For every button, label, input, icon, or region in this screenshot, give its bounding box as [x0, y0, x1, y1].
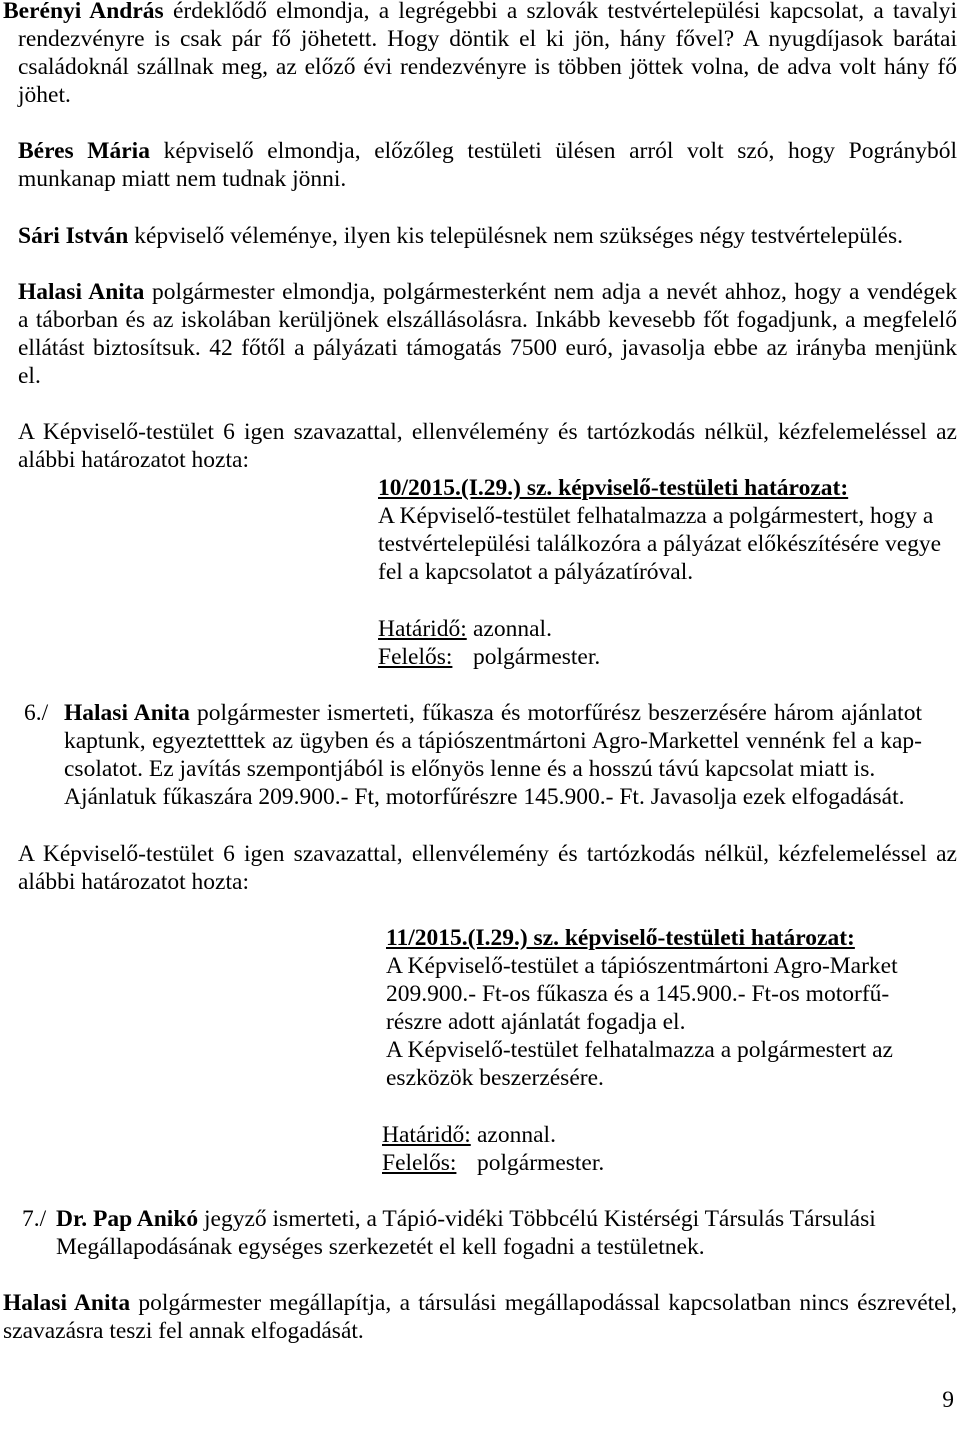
- paragraph-line: A Képviselő-testület 6 igen szavazattal, ellenvélemény és tartózkodás nélkül, kézfelemeléssel az: [18, 841, 957, 867]
- line-text: jegyző ismerteti, a Tápió-vidéki Többcélú Kistérségi Társulás Társulási: [204, 1206, 876, 1232]
- resolution-heading: [386, 924, 946, 952]
- deadline-row: [378, 615, 778, 643]
- item-number: 7./: [22, 1206, 47, 1232]
- line-text: polgármester elmondja, polgármesterként nem adja a nevét ahhoz, hogy a vendégek: [151, 279, 957, 305]
- paragraph-line: [3, 0, 957, 25]
- speaker-name: Halasi Anita: [3, 1290, 131, 1316]
- resolution-11-meta: [382, 1121, 782, 1177]
- paragraph-line: kaptunk, egyeztetttek az ügyben és a tápiószentmártoni Agro-Markettel vennénk fel a kap-: [64, 728, 922, 755]
- speaker-name: Dr. Pap Anikó: [56, 1206, 199, 1232]
- resolution-text-line: A Képviselő-testület felhatalmazza a polgármestert, hogy a: [378, 503, 934, 530]
- resolution-text-line: eszközök beszerzésére.: [386, 1065, 604, 1092]
- paragraph-line: [56, 1205, 922, 1233]
- resolution-text-line: A Képviselő-testület felhatalmazza a polgármestert az: [386, 1037, 893, 1064]
- speaker-name: Halasi Anita: [64, 700, 190, 726]
- paragraph-line: Megállapodásának egységes szerkezetét el kell fogadni a testületnek.: [56, 1234, 705, 1261]
- paragraph-line: a táborban és az iskolában kerüljönek elszállásolásra. Inkább kevesebb főt fogadjunk, a megfelelő: [18, 307, 957, 334]
- paragraph-line: [18, 278, 957, 306]
- resolution-heading-text: 10/2015.(I.29.) sz. képviselő-testületi határozat:: [378, 475, 849, 501]
- paragraph-line: A Képviselő-testület 6 igen szavazattal, ellenvélemény és tartózkodás nélkül, kézfelemeléssel az: [18, 419, 957, 445]
- paragraph-berenyi: [3, 0, 957, 109]
- deadline-value: azonnal.: [477, 1122, 556, 1148]
- paragraph-line: [18, 222, 957, 250]
- paragraph-line: [64, 699, 922, 727]
- line-text: polgármester megállapítja, a társulási megállapodással kapcsolatban nincs észrevétel,: [138, 1290, 957, 1316]
- paragraph-line: alábbi határozatot hozta:: [18, 447, 249, 474]
- paragraph-line: [3, 1289, 957, 1317]
- paragraph-beres: [18, 137, 957, 193]
- page-number: 9: [942, 1387, 954, 1413]
- line-text: képviselő elmondja, előzőleg testületi ülésen arról volt szó, hogy Pogrányból: [163, 138, 958, 164]
- paragraph-halasi: [18, 278, 957, 390]
- resolution-text-line: 209.900.- Ft-os fűkasza és a 145.900.- Ft-os motorfű-: [386, 981, 890, 1008]
- agenda-item-6: [64, 699, 922, 811]
- vote-statement: [18, 840, 957, 896]
- speaker-name: Sári István: [18, 223, 129, 249]
- paragraph-halasi-vote-call: [3, 1289, 957, 1345]
- responsible-row: [382, 1149, 782, 1177]
- deadline-row: [382, 1121, 782, 1149]
- vote-statement: [18, 418, 957, 474]
- paragraph-line: jöhet.: [18, 82, 71, 109]
- resolution-11-2015: [386, 924, 946, 1093]
- speaker-name: Halasi Anita: [18, 279, 145, 305]
- resolution-text-line: A Képviselő-testület a tápiószentmártoni Agro-Market: [386, 953, 898, 980]
- paragraph-line: rendezvényre is csak pár fő jöhetett. Hogy döntik el ki jön, hány fővel? A nyugdíjasok barátai: [18, 26, 957, 53]
- paragraph-line: csolatot. Ez javítás szempontjából is előnyös lenne és a hosszú távú kapcsolat miatt is.: [64, 756, 876, 783]
- speaker-name: Béres Mária: [18, 138, 150, 164]
- resolution-text-line: fel a kapcsolatot a pályázatíróval.: [378, 559, 694, 586]
- paragraph-line: Ajánlatuk fűkaszára 209.900.- Ft, motorfűrészre 145.900.- Ft. Javasolja ezek elfogadását.: [64, 784, 905, 811]
- responsible-value: polgármester.: [477, 1150, 605, 1177]
- responsible-value: polgármester.: [473, 644, 601, 671]
- responsible-label: Felelős:: [378, 644, 453, 671]
- line-text: érdeklődő elmondja, a legrégebbi a szlovák testvértelepülési kapcsolat, a tavalyi: [172, 0, 957, 24]
- resolution-text-line: részre adott ajánlatát fogadja el.: [386, 1009, 686, 1036]
- paragraph-line: ellátást biztosítsuk. 42 főtől a pályázati támogatás 7500 euró, javasolja ebbe az irányba menjünk: [18, 335, 957, 362]
- deadline-label: Határidő:: [378, 616, 467, 642]
- responsible-label: Felelős:: [382, 1150, 457, 1177]
- line-text: polgármester ismerteti, fűkasza és motorfűrész beszerzésére három ajánlatot: [197, 700, 922, 726]
- resolution-heading: [378, 474, 953, 502]
- speaker-name: Berényi András: [3, 0, 164, 24]
- resolution-10-2015: [378, 474, 953, 586]
- resolution-heading-text: 11/2015.(I.29.) sz. képviselő-testületi határozat:: [386, 925, 855, 951]
- deadline-label: Határidő:: [382, 1122, 471, 1148]
- paragraph-line: [18, 137, 957, 165]
- item-number: 6./: [24, 700, 49, 726]
- paragraph-sari: [18, 222, 957, 250]
- line-text: képviselő véleménye, ilyen kis településnek nem szükséges négy testvértelepülés.: [134, 223, 903, 249]
- paragraph-line: családoknál szállnak meg, az előző évi rendezvényre is többen jöttek volna, de adva volt hány fő: [18, 54, 957, 81]
- paragraph-line: szavazásra teszi fel annak elfogadását.: [3, 1318, 364, 1345]
- resolution-10-meta: [378, 615, 778, 671]
- agenda-item-7: [56, 1205, 922, 1261]
- responsible-row: [378, 643, 778, 671]
- deadline-value: azonnal.: [473, 616, 552, 642]
- paragraph-line: alábbi határozatot hozta:: [18, 869, 249, 896]
- paragraph-line: el.: [18, 363, 41, 390]
- resolution-text-line: testvértelepülési találkozóra a pályázat előkészítésére vegye: [378, 531, 942, 558]
- paragraph-line: munkanap miatt nem tudnak jönni.: [18, 166, 347, 193]
